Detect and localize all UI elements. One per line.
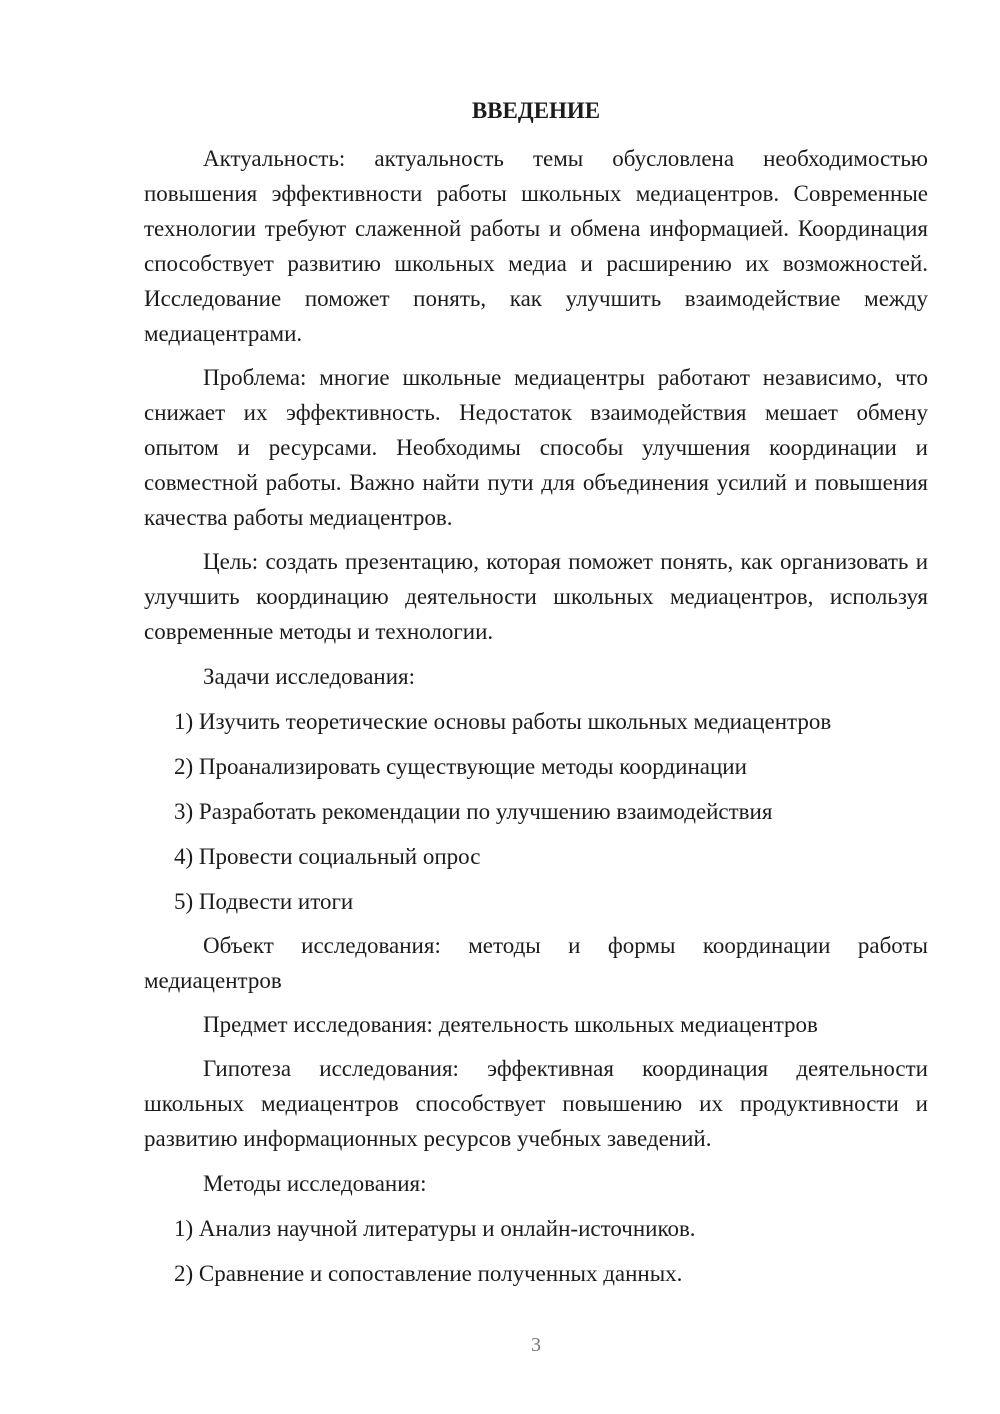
- paragraph-subject: Предмет исследования: деятельность школьных медиацентров: [203, 1012, 818, 1037]
- task-item-1: 1) Изучить теоретические основы работы школьных медиацентров: [174, 709, 832, 734]
- paragraph-goal: Цель: создать презентацию, которая поможет понять, как организовать и улучшить координацию деятельности школьных медиацентров, используя современные методы и технологии.: [144, 549, 928, 644]
- task-item-3: 3) Разработать рекомендации по улучшению взаимодействия: [174, 799, 773, 824]
- paragraph-problem: Проблема: многие школьные медиацентры работают независимо, что снижает их эффективность. Недостаток взаимодействия мешает обмену опытом и ресурсами. Необходимы способы улучшения координации и совместной работы. Важно найти пути для объединения усилий и повышения качества работы медиацентров.: [144, 365, 928, 530]
- page-number: 3: [531, 1334, 541, 1356]
- paragraph-relevance: Актуальность: актуальность темы обусловлена необходимостью повышения эффективности работы школьных медиацентров. Современные технологии требуют слаженной работы и обмена информацией. Координация способствует развитию школьных медиа и расширению их возможностей. Исследование поможет понять, как улучшить взаимодействие между медиацентрами.: [144, 146, 928, 346]
- task-item-5: 5) Подвести итоги: [174, 889, 354, 914]
- page-title: ВВЕДЕНИЕ: [471, 98, 601, 123]
- task-item-2: 2) Проанализировать существующие методы координации: [174, 754, 747, 779]
- paragraph-hypothesis: Гипотеза исследования: эффективная координация деятельности школьных медиацентров способствует повышению их продуктивности и развитию информационных ресурсов учебных заведений.: [144, 1056, 928, 1151]
- method-item-2: 2) Сравнение и сопоставление полученных данных.: [174, 1261, 683, 1286]
- tasks-heading: Задачи исследования:: [203, 664, 416, 689]
- paragraph-object: Объект исследования: методы и формы координации работы медиацентров: [144, 933, 928, 993]
- method-item-1: 1) Анализ научной литературы и онлайн-источников.: [174, 1216, 696, 1241]
- methods-heading: Методы исследования:: [203, 1171, 427, 1196]
- task-item-4: 4) Провести социальный опрос: [174, 844, 481, 869]
- document-body: [144, 141, 928, 1291]
